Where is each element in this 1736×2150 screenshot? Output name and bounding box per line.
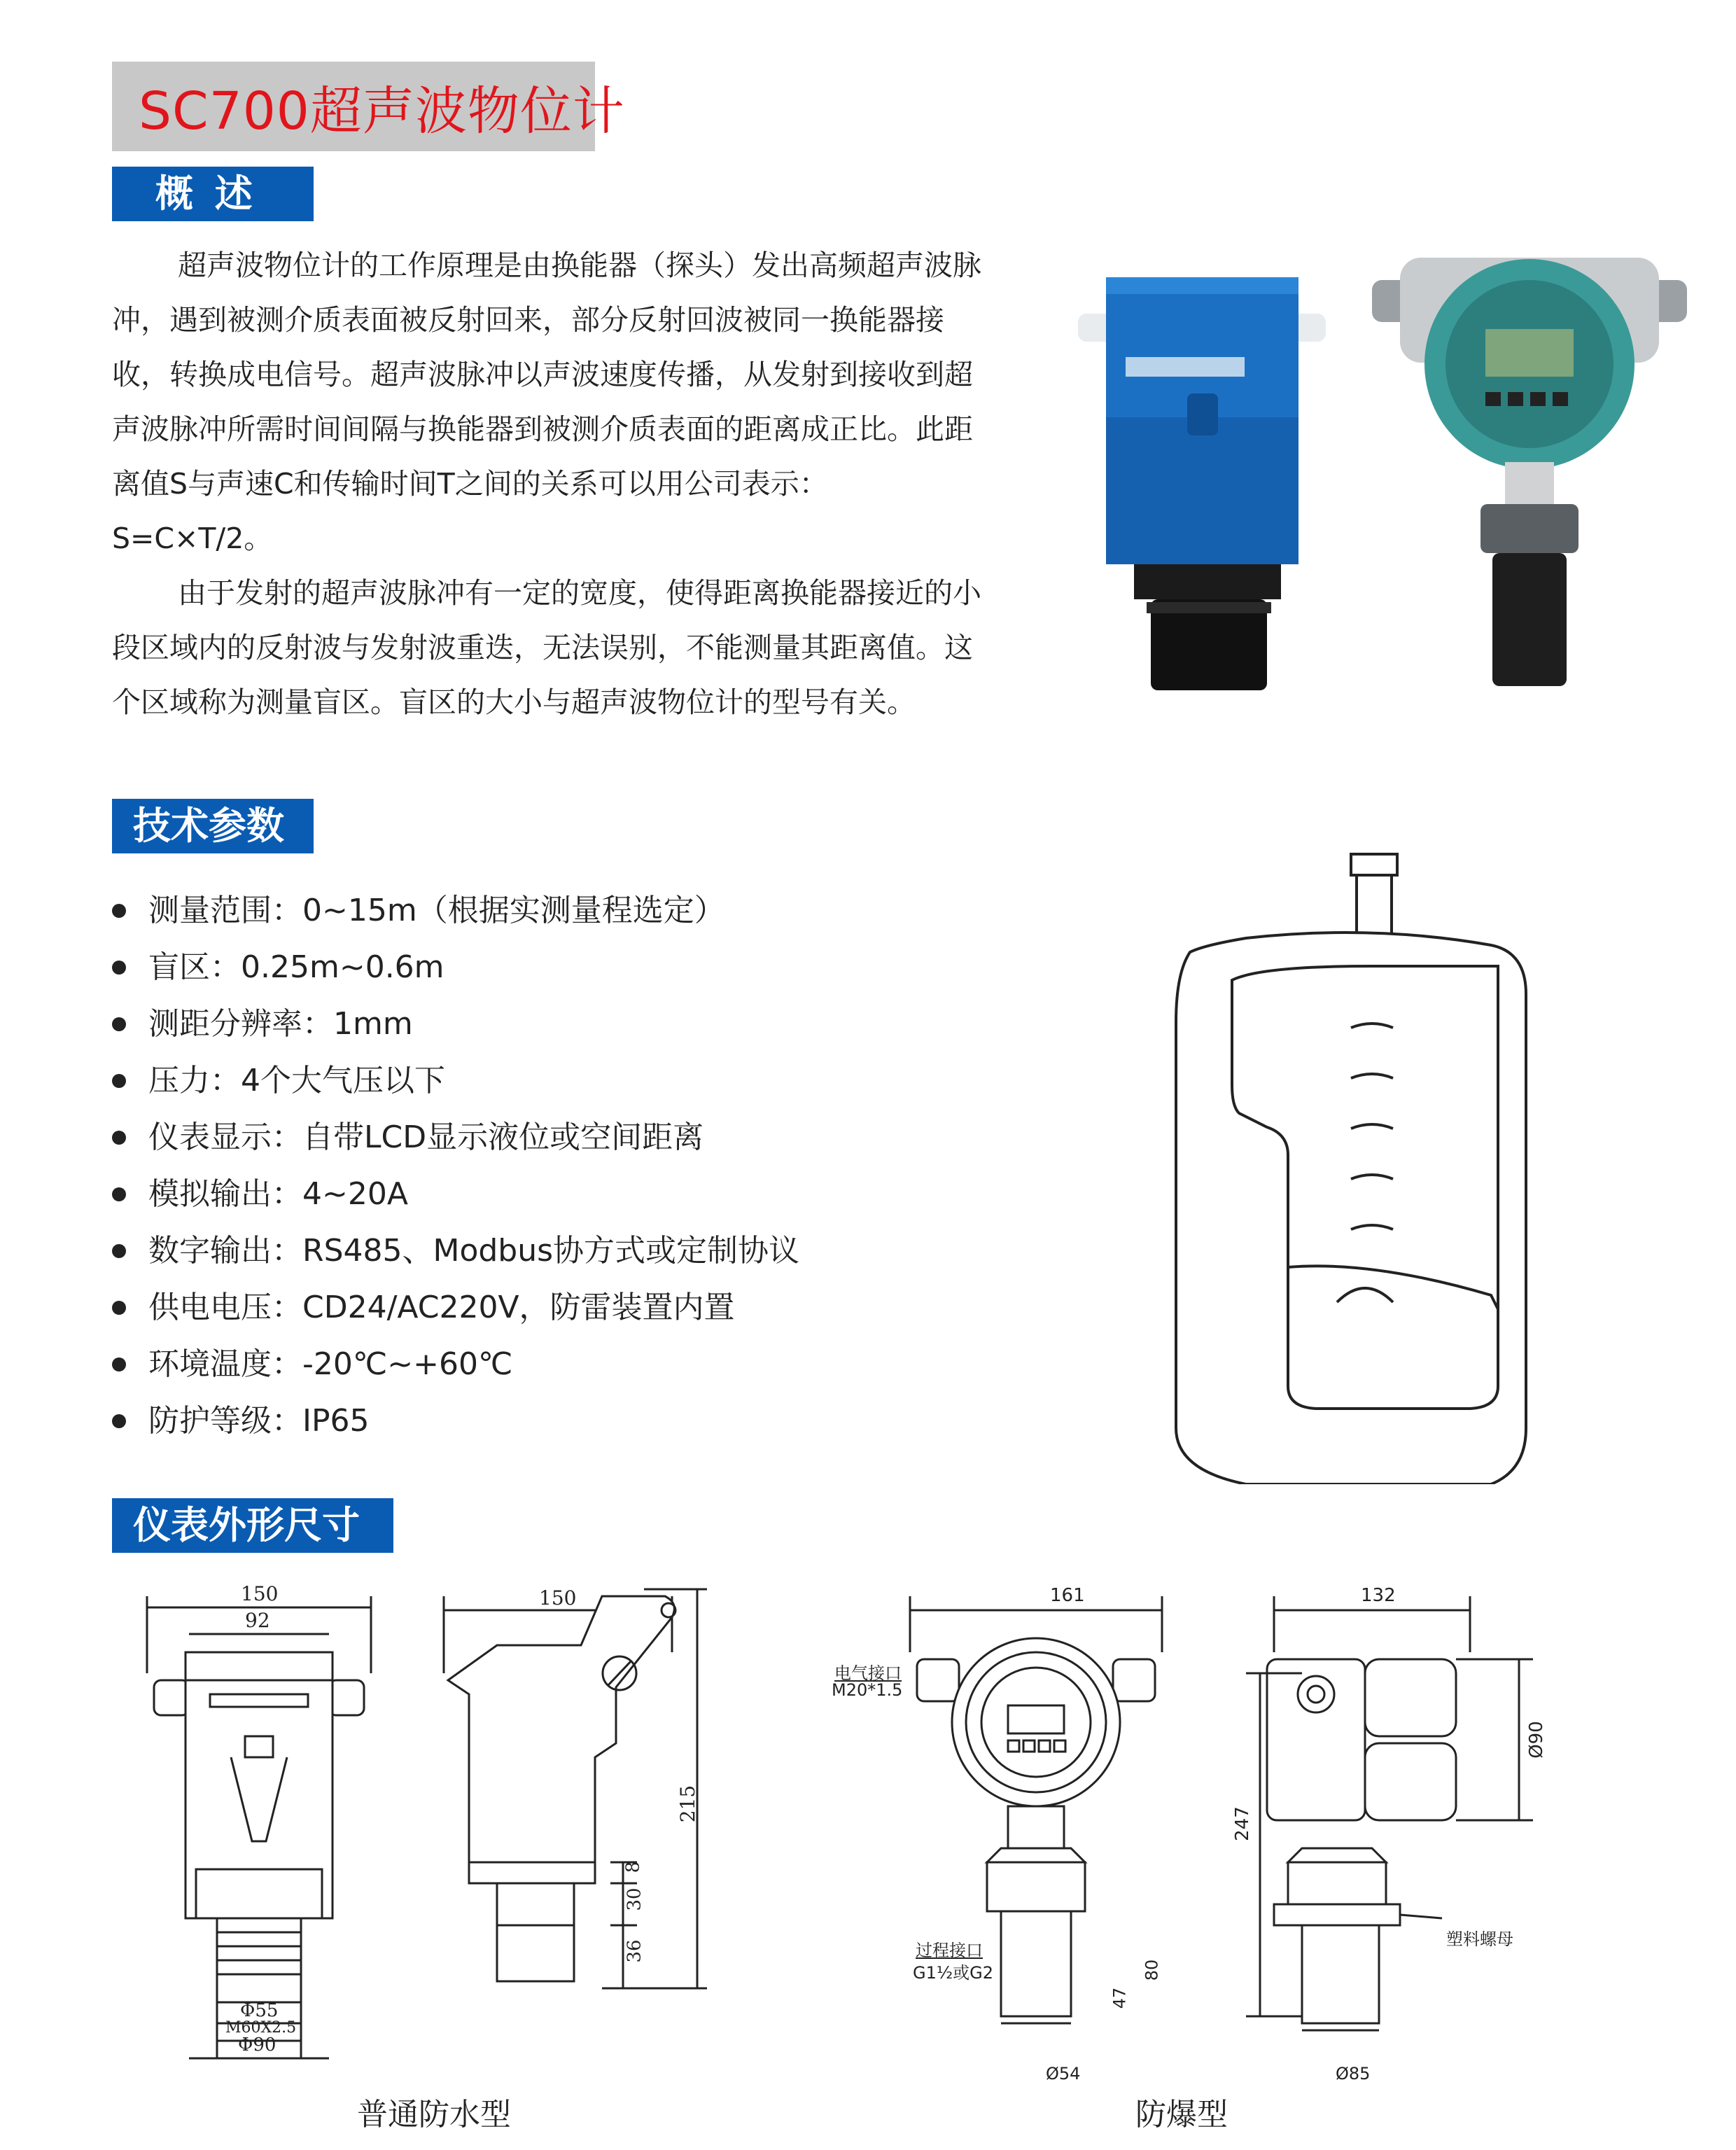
- dim-label-h3: 36: [624, 1939, 645, 1963]
- process-interface-spec: G1½或G2: [913, 1963, 993, 1983]
- caption-explosion-proof: 防爆型: [1135, 2097, 1228, 2132]
- product-photos: [1022, 252, 1694, 707]
- spec-item: 测距分辨率：1mm: [112, 996, 1022, 1052]
- spec-item: 测量范围：0~15m（根据实测量程选定）: [112, 882, 1022, 939]
- waterproof-side-drawing: [434, 1582, 714, 2002]
- bullet-icon: [112, 1074, 126, 1088]
- overview-text: [112, 238, 987, 730]
- tank-illustration: [1162, 840, 1596, 1484]
- overview-paragraph-1: 超声波物位计的工作原理是由换能器（探头）发出高频超声波脉冲，遇到被测介质表面被反射回来，部分反射回波被同一换能器接收，转换成电信号。超声波脉冲以声波速度传播，从发射到接收到超声波脉冲所需时间间隔与换能器到被测介质表面的距离成正比。此距离值S与声速C和传输时间T之间的关系可以用公司表示：S=C×T/2。: [112, 249, 981, 555]
- dim-label-width-inner: 92: [245, 1609, 270, 1632]
- bullet-icon: [112, 1017, 126, 1031]
- electrical-interface-label: 电气接口: [834, 1663, 902, 1683]
- dim-label-width-top: 150: [241, 1582, 279, 1605]
- dim-label-ex-h-b: 80: [1142, 1959, 1162, 1981]
- dim-label-base-diameter: Φ90: [238, 2034, 276, 2055]
- dim-label-ex-width: 161: [1050, 1585, 1085, 1606]
- dim-label-side-height: 215: [676, 1785, 700, 1823]
- spec-item: 模拟输出：4~20A: [112, 1166, 1022, 1222]
- section-heading-dimensions: 仪表外形尺寸: [112, 1498, 393, 1553]
- waterproof-front-drawing: [140, 1575, 392, 2065]
- bullet-icon: [112, 1301, 126, 1315]
- bullet-icon: [112, 1131, 126, 1145]
- dim-label-ex-side-width: 132: [1361, 1585, 1396, 1606]
- section-heading-overview: 概 述: [112, 167, 314, 221]
- page-title: SC700超声波物位计: [139, 81, 625, 141]
- electrical-interface-spec: M20*1.5: [832, 1680, 903, 1700]
- plastic-nut-label: 塑料螺母: [1446, 1929, 1513, 1949]
- bullet-icon: [112, 961, 126, 975]
- explosion-proof-side-drawing: [1232, 1582, 1547, 2044]
- bullet-icon: [112, 1414, 126, 1428]
- dim-label-ex-h-a: 47: [1110, 1987, 1130, 2009]
- spec-item: 防护等级：IP65: [112, 1392, 1022, 1449]
- section-heading-specs: 技术参数: [112, 799, 314, 853]
- spec-list: [112, 882, 1022, 1449]
- spec-item: 压力：4个大气压以下: [112, 1052, 1022, 1109]
- dim-label-thread: M60X2.5: [225, 2019, 297, 2037]
- blue-sensor-photo: [1078, 277, 1326, 690]
- bullet-icon: [112, 1357, 126, 1371]
- process-interface-label: 过程接口: [916, 1941, 983, 1960]
- caption-waterproof: 普通防水型: [357, 2097, 511, 2132]
- spec-item: 盲区：0.25m~0.6m: [112, 939, 1022, 996]
- dim-label-h2: 30: [624, 1887, 645, 1911]
- dim-label-ex-base-diameter: Ø54: [1046, 2064, 1081, 2083]
- spec-item: 供电电压：CD24/AC220V，防雷装置内置: [112, 1279, 1022, 1336]
- overview-paragraph-2: 由于发射的超声波脉冲有一定的宽度，使得距离换能器接近的小段区域内的反射波与发射波重迭，无法误别，不能测量其距离值。这个区域称为测量盲区。盲区的大小与超声波物位计的型号有关。: [112, 576, 981, 719]
- explosion-proof-sensor-photo: [1372, 258, 1687, 686]
- dim-label-h1: 8: [622, 1861, 644, 1873]
- bullet-icon: [112, 904, 126, 918]
- spec-item: 仪表显示：自带LCD显示液位或空间距离: [112, 1109, 1022, 1166]
- dim-label-side-width: 150: [539, 1586, 577, 1610]
- dim-label-ex-top-diameter: Ø90: [1525, 1721, 1547, 1759]
- spec-item: 数字输出：RS485、Modbus协方式或定制协议: [112, 1222, 1022, 1279]
- bullet-icon: [112, 1187, 126, 1201]
- bullet-icon: [112, 1244, 126, 1258]
- spec-item: 环境温度：-20℃~+60℃: [112, 1336, 1022, 1392]
- dim-label-ex-side-base-diameter: Ø85: [1336, 2064, 1371, 2083]
- dim-label-inner-diameter: Φ55: [240, 2000, 279, 2021]
- dim-label-ex-side-height: 247: [1231, 1806, 1253, 1841]
